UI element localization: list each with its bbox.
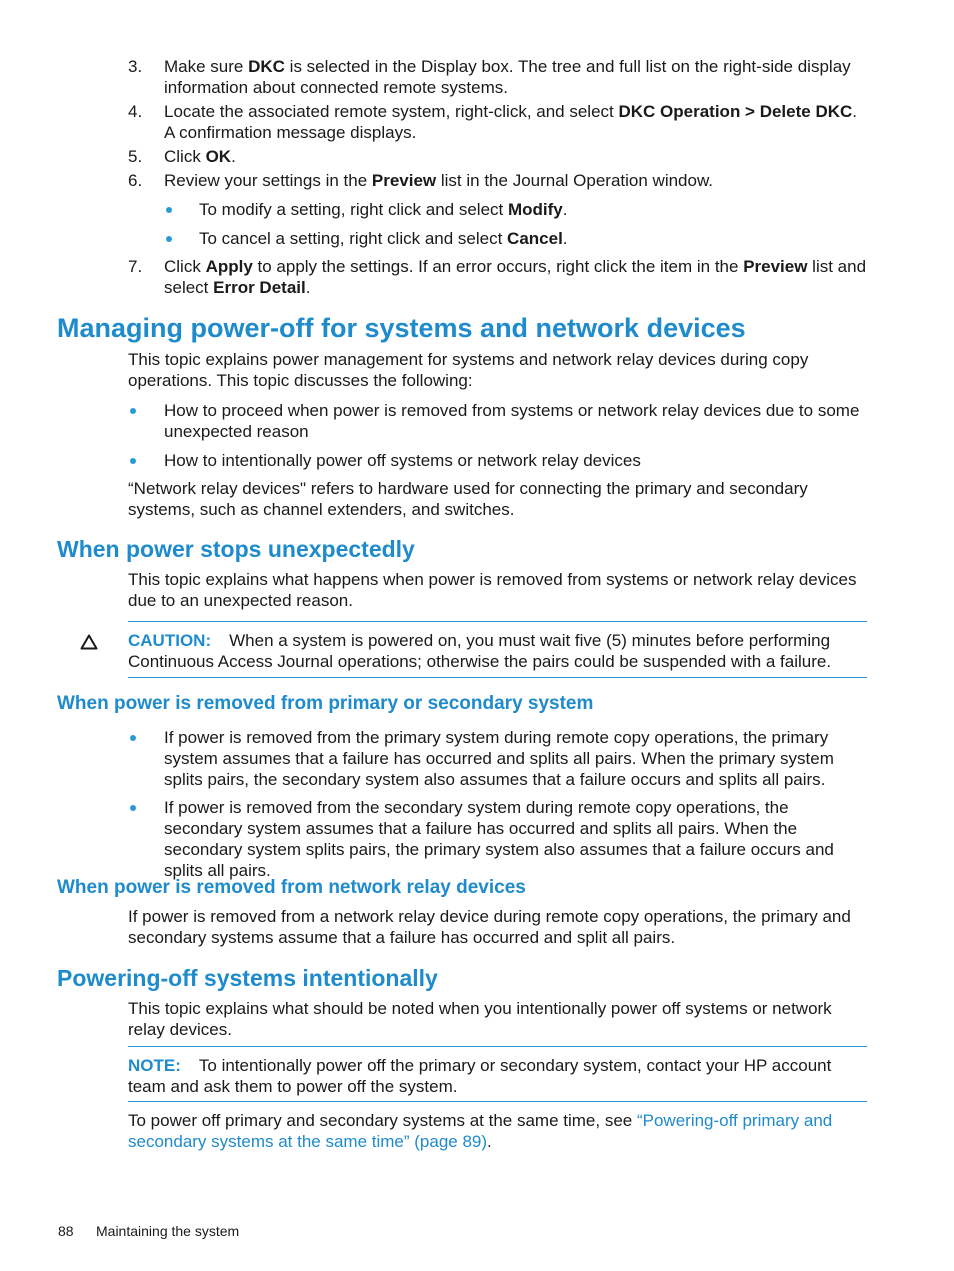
step-text: Click Apply to apply the settings. If an error occurs, right click the item in the Preview list and select Error Detail. (164, 257, 867, 297)
divider (128, 1101, 867, 1102)
bullet-icon (164, 228, 174, 238)
list-item-text: How to intentionally power off systems or network relay devices (164, 451, 641, 470)
cross-reference-link[interactable]: “Powering-off primary and secondary systems at the same time” (page 89) (128, 1111, 833, 1151)
divider (128, 1046, 867, 1047)
note-label: NOTE: (128, 1056, 181, 1075)
list-item-text: If power is removed from the primary system during remote copy operations, the primary system assumes that a failure has occurred and splits all pairs. When the primary system splits pairs, the secondary system also assumes that a failure occurs and splits all pairs. (164, 728, 834, 789)
paragraph: This topic explains what should be noted when you intentionally power off systems or network relay devices. (128, 999, 832, 1039)
step-number: 7. (128, 257, 143, 276)
paragraph: If power is removed from a network relay device during remote copy operations, the primary and secondary systems assume that a failure has occurred and split all pairs. (128, 907, 851, 947)
subsection-heading: When power is removed from primary or secondary system (57, 693, 594, 714)
section-heading: Managing power-off for systems and network devices (57, 313, 746, 343)
note-callout: NOTE: To intentionally power off the primary or secondary system, contact your HP account team and ask them to power off the system. (128, 1056, 832, 1096)
paragraph: This topic explains what happens when power is removed from systems or network relay devices due to an unexpected reason. (128, 570, 857, 610)
step-text: Locate the associated remote system, right-click, and select DKC Operation > Delete DKC. A confirmation message displays. (164, 102, 858, 142)
step-number: 4. (128, 102, 143, 121)
warning-icon (80, 634, 98, 650)
step-text: Click OK. (164, 147, 236, 166)
bullet-icon (128, 797, 138, 807)
page-number: 88 (58, 1223, 74, 1239)
list-item-text: To modify a setting, right click and select Modify. (199, 200, 568, 219)
paragraph: This topic explains power management for systems and network relay devices during copy operations. This topic discusses the following: (128, 350, 809, 390)
subsection-heading: When power is removed from network relay devices (57, 877, 526, 898)
paragraph: To power off primary and secondary systems at the same time, see “Powering-off primary and secondary systems at the same time” (page 89). (128, 1111, 833, 1151)
divider (128, 677, 867, 678)
step-text: Make sure DKC is selected in the Display box. The tree and full list on the right-side display information about connected remote systems. (164, 57, 851, 97)
step-number: 5. (128, 147, 143, 166)
bullet-icon (128, 450, 138, 460)
caution-label: CAUTION: (128, 631, 212, 650)
list-item-text: How to proceed when power is removed from systems or network relay devices due to some unexpected reason (164, 401, 860, 441)
bullet-icon (128, 727, 138, 737)
bullet-icon (164, 199, 174, 209)
step-text: Review your settings in the Preview list in the Journal Operation window. (164, 171, 714, 190)
subsection-heading: Powering-off systems intentionally (57, 965, 438, 991)
bullet-icon (128, 400, 138, 410)
list-item-text: If power is removed from the secondary system during remote copy operations, the secondary system assumes that a failure has occurred and splits all pairs. When the secondary system splits pairs, the primary system also assumes that a failure occurs and splits all pairs. (164, 798, 834, 880)
step-number: 3. (128, 57, 143, 76)
chapter-title: Maintaining the system (96, 1223, 240, 1239)
subsection-heading: When power stops unexpectedly (57, 536, 415, 562)
caution-text: CAUTION: When a system is powered on, you must wait five (5) minutes before performing Continuous Access Journal operations; otherwise the pairs could be suspended with a failure. (128, 631, 832, 671)
step-number: 6. (128, 171, 143, 190)
list-item-text: To cancel a setting, right click and select Cancel. (199, 229, 568, 248)
paragraph: “Network relay devices" refers to hardware used for connecting the primary and secondary systems, such as channel extenders, and switches. (128, 479, 808, 519)
divider (128, 621, 867, 622)
